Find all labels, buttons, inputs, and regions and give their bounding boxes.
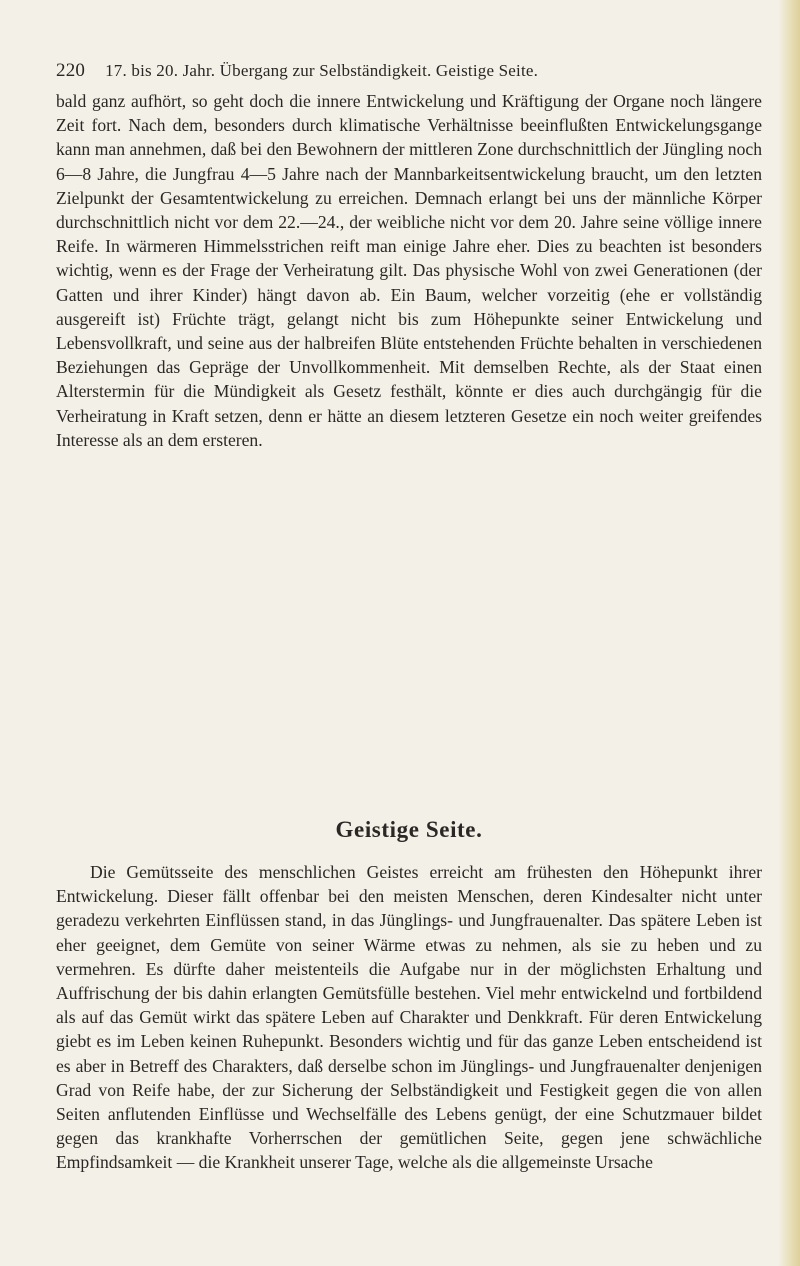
- body-text-top: [56, 89, 762, 452]
- page-number: 220: [56, 60, 86, 81]
- paragraph-2: Die Gemütsseite des menschlichen Geistes erreicht am frühesten den Höhepunkt ihrer Entwickelung. Dieser fällt offenbar bei den meisten Menschen, deren Kindesalter nicht unter geradezu verkehrten Einflüssen stand, in das Jünglings- und Jungfrauenalter. Das spätere Leben ist eher geeignet, dem Gemüte von seiner Wärme etwas zu nehmen, als sie zu heben und zu vermehren. Es dürfte daher meistenteils die Aufgabe nur in der möglichsten Erhaltung und Auffrischung der bis dahin erlangten Gemütsfülle bestehen. Viel mehr entwickelnd und fortbildend als auf das Gemüt wirkt das spätere Leben auf Charakter und Denkkraft. Für deren Entwickelung giebt es im Leben keinen Ruhepunkt. Besonders wichtig und für das ganze Leben entscheidend ist es aber in Betreff des Charakters, daß derselbe schon im Jünglings- und Jungfrauenalter denjenigen Grad von Reife habe, der zur Sicherung der Selbständigkeit und Festigkeit gegen die von allen Seiten anflutenden Einflüsse und Wechselfälle des Lebens genügt, der eine Schutzmauer bildet gegen das krankhafte Vorherrschen der gemütlichen Seite, gegen jene schwächliche Empfindsamkeit — die Krankheit unserer Tage, welche als die allgemeinste Ursache: [56, 862, 762, 1173]
- section-heading: Geistige Seite.: [335, 817, 483, 842]
- running-header: [56, 60, 756, 86]
- paragraph-1: bald ganz aufhört, so geht doch die innere Entwickelung und Kräftigung der Organe noch längere Zeit fort. Nach dem, besonders durch klimatische Verhältnisse beeinflußten Entwickelungsgange kann man annehmen, daß bei den Bewohnern der mittleren Zone durchschnittlich der Jüngling noch 6—8 Jahre, die Jungfrau 4—5 Jahre nach der Mannbarkeitsentwickelung braucht, um den letzten Zielpunkt der Gesamtentwickelung zu erreichen. Demnach erlangt bei uns der männliche Körper durchschnittlich nicht vor dem 22.—24., der weibliche nicht vor dem 20. Jahre seine völlige innere Reife. In wärmeren Himmelsstrichen reift man einige Jahre eher. Dies zu beachten ist besonders wichtig, wenn es der Frage der Verheiratung gilt. Das physische Wohl von zwei Generationen (der Gatten und ihrer Kinder) hängt davon ab. Ein Baum, welcher vorzeitig (ehe er vollständig ausgereift ist) Früchte trägt, gelangt nicht bis zum Höhepunkte seiner Entwickelung und Lebensvollkraft, und seine aus der halbreifen Blüte entstehenden Früchte behalten in verschiedenen Beziehungen das Gepräge der Unvollkommenheit. Mit demselben Rechte, als der Staat einen Alterstermin für die Mündigkeit als Gesetz festhält, könnte er dies auch durchgängig für die Verheiratung in Kraft setzen, denn er hätte an diesem letzteren Gesetze ein noch weiter greifendes Interesse als an dem ersteren.: [56, 91, 762, 450]
- body-text-bottom: [56, 860, 762, 1175]
- running-title: 17. bis 20. Jahr. Übergang zur Selbständigkeit. Geistige Seite.: [105, 61, 539, 80]
- page-edge-shading: [778, 0, 800, 1266]
